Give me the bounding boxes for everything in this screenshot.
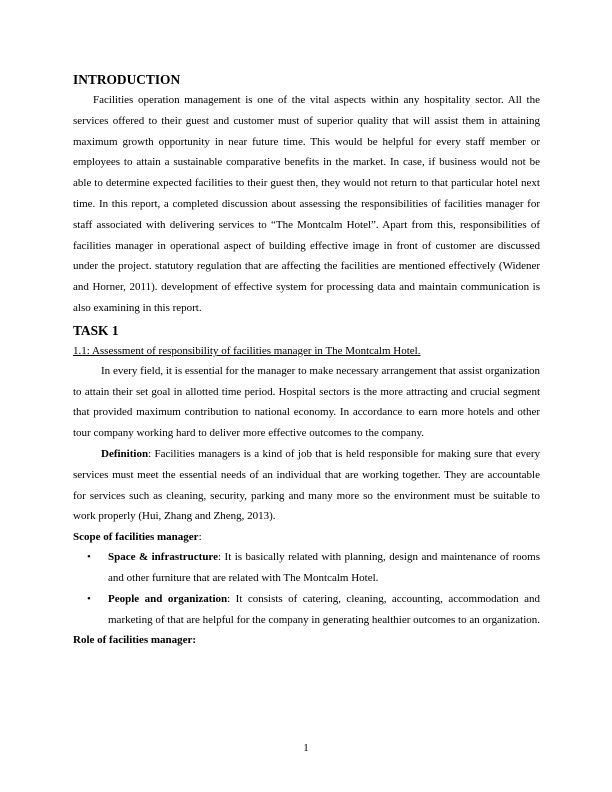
scope-list — [73, 547, 540, 630]
task1-heading: TASK 1 — [73, 322, 119, 338]
scope-heading: Scope of facilities manager: — [73, 531, 202, 544]
definition-text: : Facilities managers is a kind of job that is held responsible for making sure that every services must meet the essential needs of an individual that are working together. They are accountable for services such as cleaning, security, parking and many more so the environment must be suitable to work properly (Hui, Zhang and Zheng, 2013). — [73, 447, 540, 523]
scope-item-text: : It is basically related with planning, design and maintenance of rooms and other furniture that are related with The Montcalm Hotel. — [108, 551, 541, 584]
document-page — [73, 70, 540, 650]
introduction-paragraph: Facilities operation management is one of the vital aspects within any hospitality sector. All the services offered to their guest and customer must of superior quality that will assist them in attaining maximum growth opportunity in near future time. This would be helpful for every staff member or employees to attain a sustainable comparative benefits in the market. In case, if business would not be able to determine expected facilities to their guest then, they would not return to that particular hotel next time. In this report, a completed discussion about assessing the responsibilities of facilities manager for staff associated with delivering services to “The Montcalm Hotel”. Apart from this, responsibilities of facilities manager in operational aspect of building effective image in front of customer are discussed under the project. statutory regulation that are affecting the facilities are mentioned effectively (Widener and Horner, 2011). development of effective system for processing data and maintain communication is also examining in this report. — [73, 94, 540, 314]
scope-item-term: Space & infrastructure — [108, 551, 219, 564]
page-number: 1 — [303, 742, 309, 754]
scope-item-term: People and organization — [108, 592, 228, 605]
list-item — [73, 547, 540, 589]
list-item — [73, 589, 540, 631]
introduction-heading: INTRODUCTION — [73, 72, 181, 87]
task1-subheading: 1.1: Assessment of responsibility of facilities manager in The Montcalm Hotel. — [73, 344, 421, 357]
bullet-icon: • — [87, 592, 91, 605]
definition-label: Definition — [101, 447, 149, 460]
definition-paragraph — [73, 444, 540, 527]
role-heading: Role of facilities manager: — [73, 634, 197, 647]
bullet-icon: • — [87, 551, 91, 564]
scope-item-text: : It consists of catering, cleaning, accounting, accommodation and marketing of that are helpful for the company in generating healthier outcomes to an organization. — [108, 592, 541, 626]
task1-paragraph-1: In every field, it is essential for the manager to make necessary arrangement that assist organization to attain their set goal in allotted time period. Hospital sectors is the more attracting and crucial segment that provided maximum contribution to national economy. In accordance to earn more hotels and other tour company working hard to deliver more effective outcomes to the company. — [73, 364, 540, 440]
